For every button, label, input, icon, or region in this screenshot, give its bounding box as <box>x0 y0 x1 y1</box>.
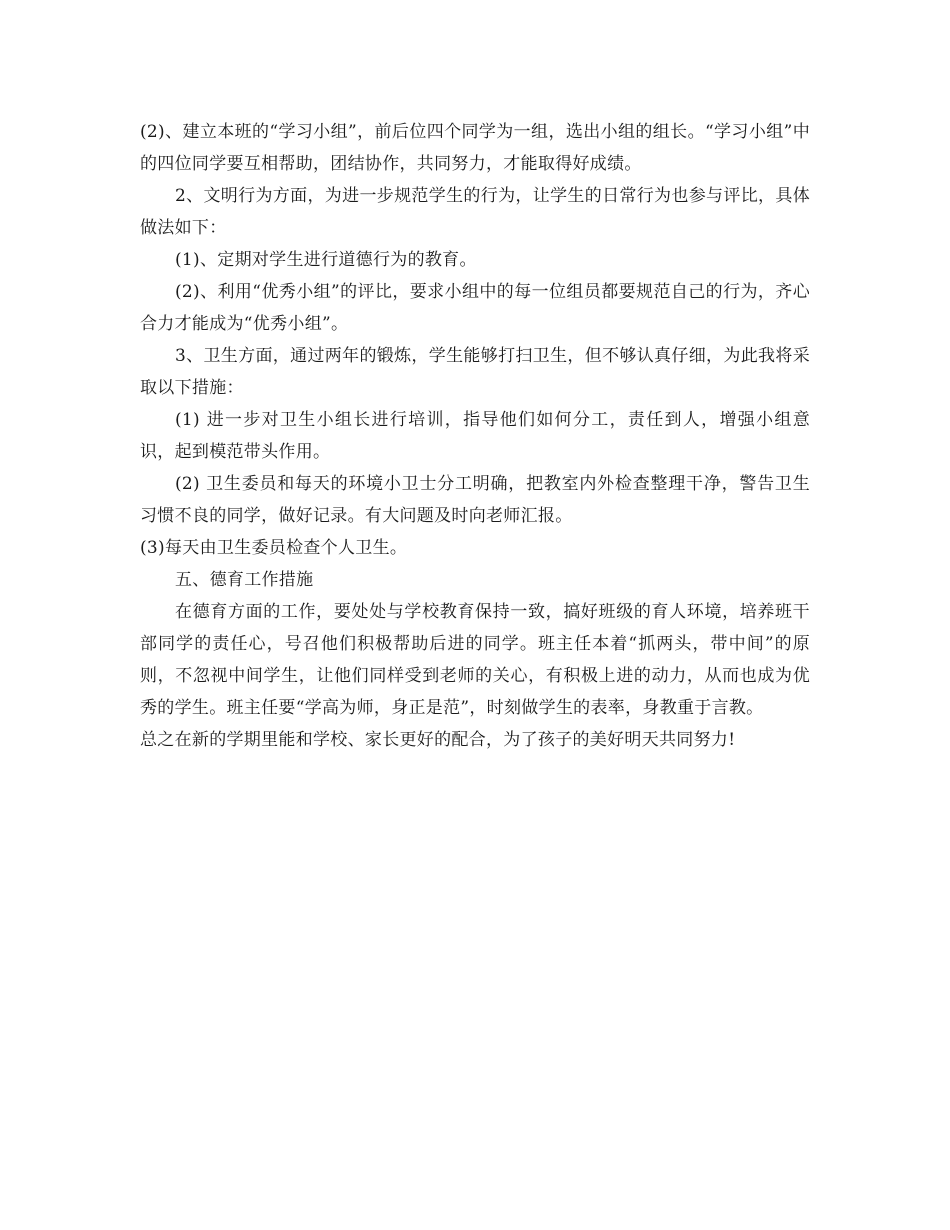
document-body <box>140 116 810 756</box>
paragraph-hygiene-training: (1) 进一步对卫生小组长进行培训，指导他们如何分工，责任到人，增强小组意识，起到模范带头作用。 <box>140 410 810 462</box>
paragraph-excellent-group: (2)、利用“优秀小组”的评比，要求小组中的每一位组员都要规范自己的行为，齐心合力才能成为“优秀小组”。 <box>140 282 810 334</box>
paragraph-civilized-behavior: 2、文明行为方面，为进一步规范学生的行为，让学生的日常行为也参与评比，具体做法如下： <box>140 186 810 238</box>
paragraph-moral-work: 在德育方面的工作，要处处与学校教育保持一致，搞好班级的育人环境，培养班干部同学的责任心，号召他们积极帮助后进的同学。班主任本着“抓两头，带中间”的原则，不忽视中间学生，让他们同样受到老师的关心，有积极上进的动力，从而也成为优秀的学生。班主任要“学高为师，身正是范”，时刻做学生的表率，身教重于言教。 <box>140 602 810 718</box>
paragraph-hygiene: 3、卫生方面，通过两年的锻炼，学生能够打扫卫生，但不够认真仔细，为此我将采取以下措施： <box>140 346 810 398</box>
section-heading-moral-measures: 五、德育工作措施 <box>175 570 314 590</box>
paragraph-moral-education: (1)、定期对学生进行道德行为的教育。 <box>175 250 477 270</box>
paragraph-study-group: (2)、建立本班的“学习小组”，前后位四个同学为一组，选出小组的组长。“学习小组”中的四位同学要互相帮助，团结协作，共同努力，才能取得好成绩。 <box>140 122 810 174</box>
paragraph-conclusion: 总之在新的学期里能和学校、家长更好的配合，为了孩子的美好明天共同努力! <box>140 730 736 750</box>
paragraph-hygiene-check: (3)每天由卫生委员检查个人卫生。 <box>140 538 408 558</box>
paragraph-hygiene-committee: (2) 卫生委员和每天的环境小卫士分工明确，把教室内外检查整理干净，警告卫生习惯不良的同学，做好记录。有大问题及时向老师汇报。 <box>140 474 810 526</box>
